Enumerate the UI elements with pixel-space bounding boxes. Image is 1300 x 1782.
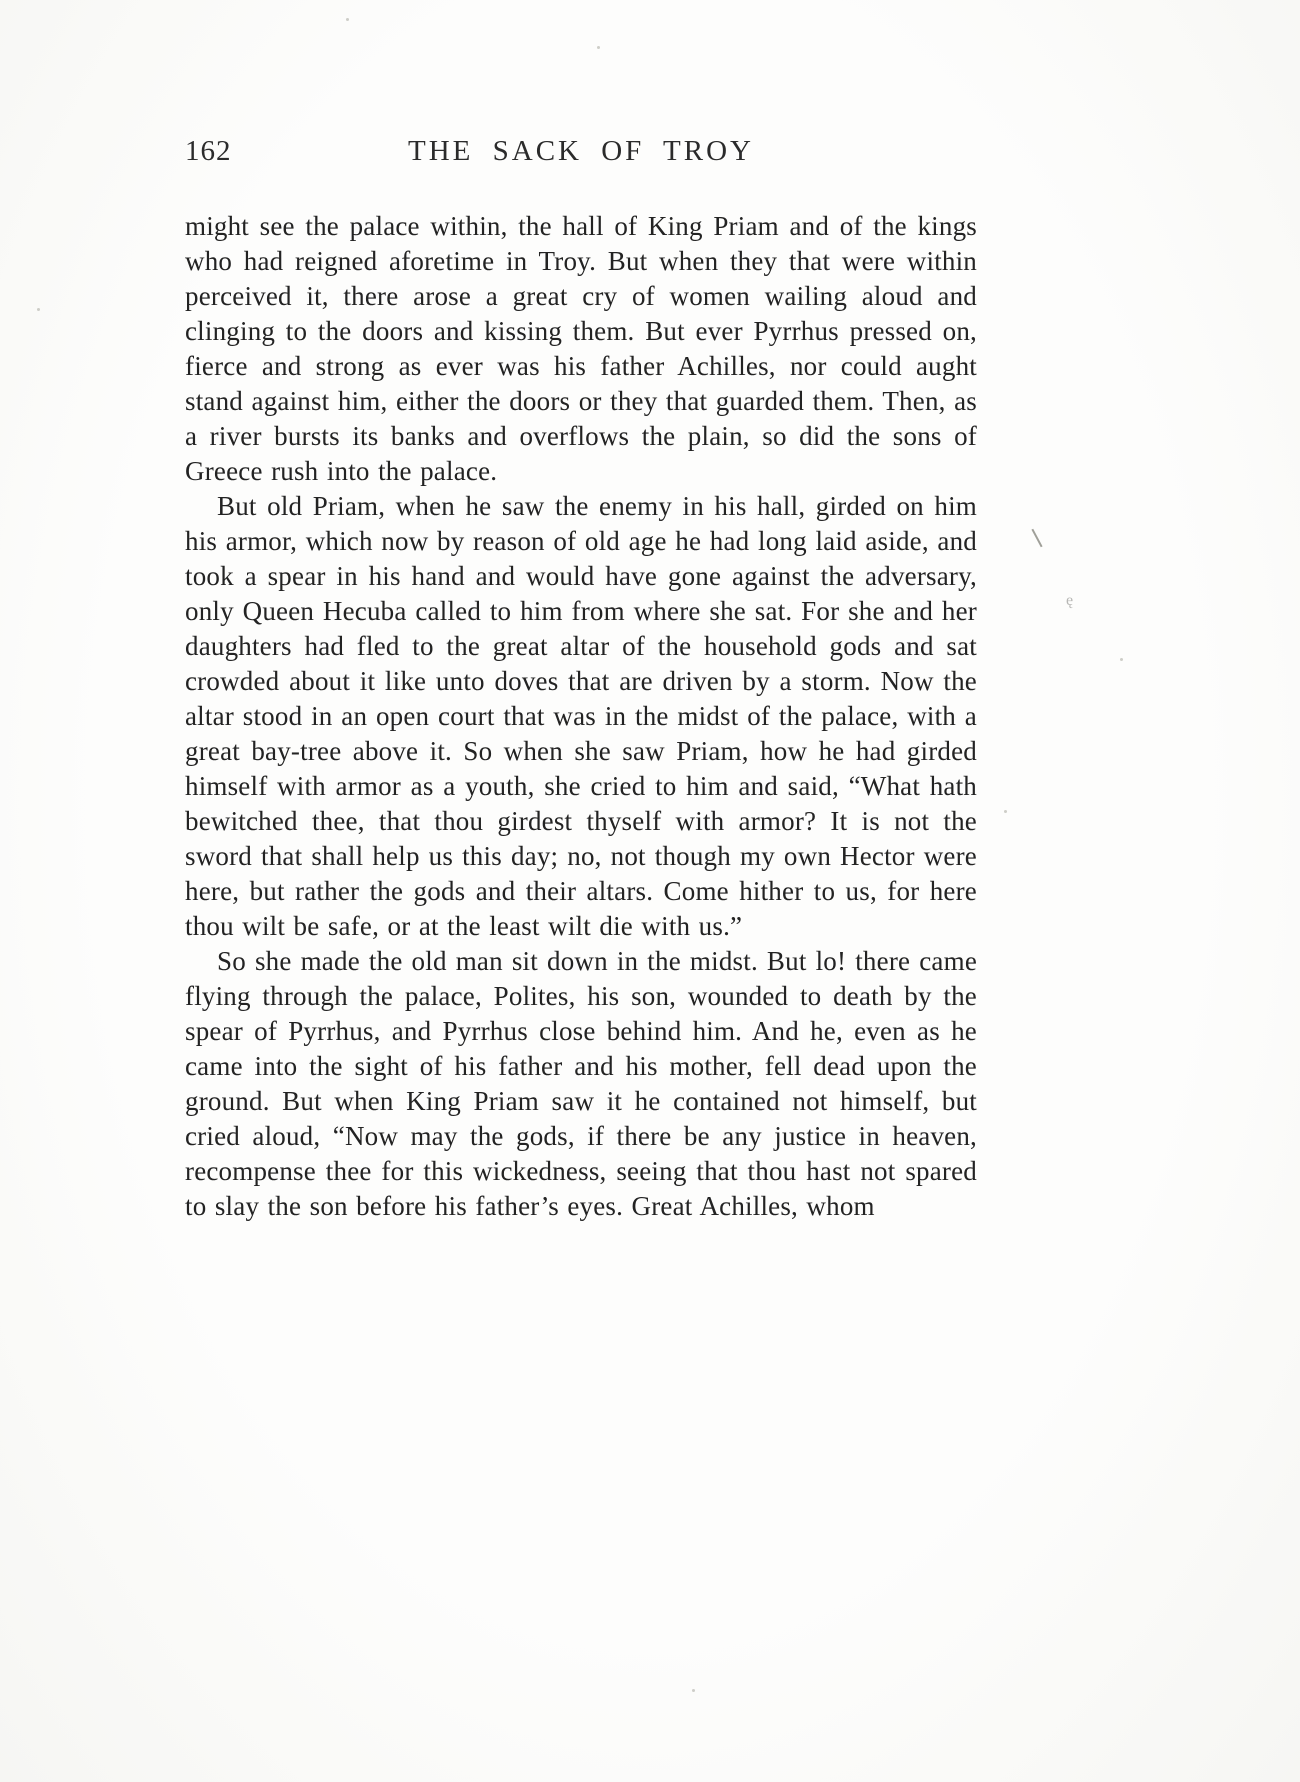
paragraph: But old Priam, when he saw the enemy in his hall, girded on him his armor, which now by reason of old age he had long laid aside, and took a spear in his hand and would have gone against the adversary, only Queen Hecuba called to him from where she sat. For she and her daughters had fled to the great altar of the household gods and sat crowded about it like unto doves that are driven by a storm. Now the altar stood in an open court that was in the midst of the palace, with a great bay-tree above it. So when she saw Priam, how he had girded himself with armor as a youth, she cried to him and said, “What hath bewitched thee, that thou girdest thyself with armor? It is not the sword that shall help us this day; no, not though my own Hector were here, but rather the gods and their altars. Come hither to us, for here thou wilt be safe, or at the least wilt die with us.” xyxy=(185,491,977,941)
scan-speck xyxy=(37,308,40,311)
scan-speck xyxy=(346,18,349,21)
running-title: THE SACK OF TROY xyxy=(408,135,754,167)
page-body xyxy=(185,209,977,1224)
book-page xyxy=(185,135,977,1224)
scan-speck xyxy=(1120,658,1123,661)
paragraph: might see the palace within, the hall of King Priam and of the kings who had reigned aforetime in Troy. But when they that were within perceived it, there arose a great cry of women wailing aloud and clinging to the doors and kissing them. But ever Pyrrhus pressed on, fierce and strong as ever was his father Achilles, nor could aught stand against him, either the doors or they that guarded them. Then, as a river bursts its banks and overflows the plain, so did the sons of Greece rush into the palace. xyxy=(185,211,977,486)
page-number: 162 xyxy=(185,135,232,167)
page-header xyxy=(185,135,977,181)
scan-artifact xyxy=(1031,529,1042,548)
scan-speck xyxy=(692,1689,695,1692)
paragraph: So she made the old man sit down in the midst. But lo! there came flying through the palace, Polites, his son, wounded to death by the spear of Pyrrhus, and Pyrrhus close behind him. And he, even as he came into the sight of his father and his mother, fell dead upon the ground. But when King Priam saw it he contained not himself, but cried aloud, “Now may the gods, if there be any justice in heaven, recompense thee for this wickedness, seeing that thou hast not spared to slay the son before his father’s eyes. Great Achilles, whom xyxy=(185,946,977,1221)
scan-artifact: ę xyxy=(1066,592,1074,609)
scan-speck xyxy=(597,46,600,49)
scan-speck xyxy=(1004,810,1007,813)
